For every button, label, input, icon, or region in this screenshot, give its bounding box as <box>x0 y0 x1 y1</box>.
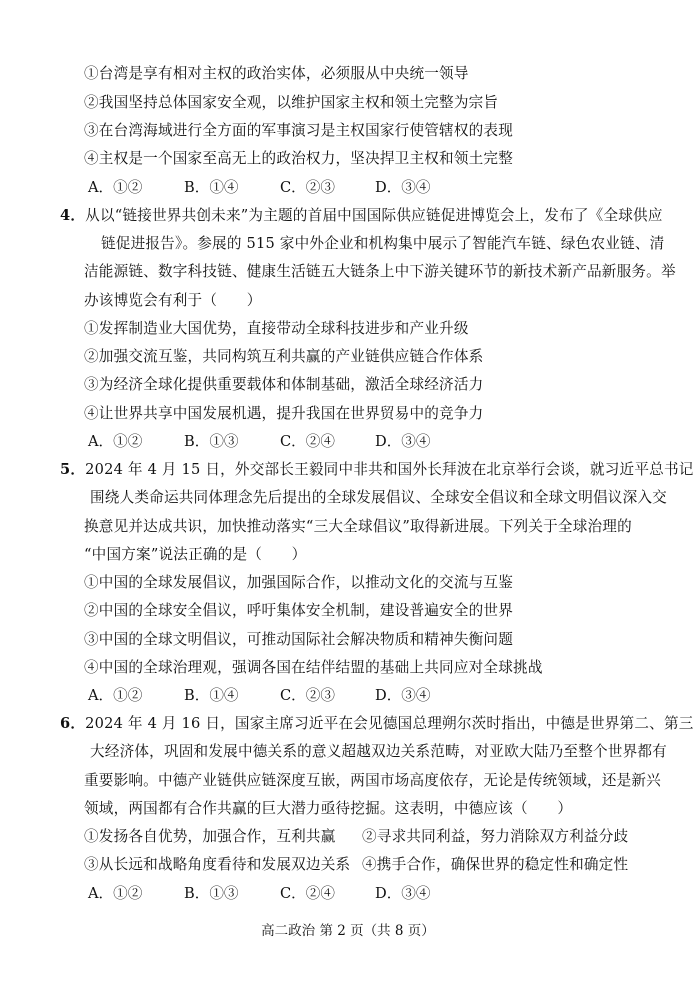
q5-answer-c: C．②③ <box>280 687 335 704</box>
q6-number: 6． <box>60 715 86 732</box>
q5-option-3: ③中国的全球文明倡议，可推动国际社会解决物质和精神失衡问题 <box>84 631 514 648</box>
q4-option-3: ③为经济全球化提供重要载体和体制基础，激活全球经济活力 <box>84 376 484 393</box>
q6-answer-d: D．③④ <box>375 885 431 902</box>
q3-answer-c: C．②③ <box>280 179 335 196</box>
q5-stem-line-1: 2024 年 4 月 15 日，外交部长王毅同中非共和国外长拜波在北京举行会谈，就习近平总书记 <box>85 461 694 478</box>
q3-option-1: ①台湾是享有相对主权的政治实体，必须服从中央统一领导 <box>84 65 469 82</box>
q3-option-2: ②我国坚持总体国家安全观，以维护国家主权和领土完整为宗旨 <box>84 94 499 111</box>
q5-answer-b: B．①④ <box>184 687 239 704</box>
q6-option-4: ④携手合作，确保世界的稳定性和确定性 <box>362 856 629 873</box>
q6-answer-a: A．①② <box>88 885 143 902</box>
q6-answer-b: B．①③ <box>184 885 239 902</box>
q4-option-1: ①发挥制造业大国优势，直接带动全球科技进步和产业升级 <box>84 320 469 337</box>
q5-stem-line-2: 围绕人类命运共同体理念先后提出的全球发展倡议、全球安全倡议和全球文明倡议深入交 <box>90 489 667 506</box>
q4-option-2: ②加强交流互鉴，共同构筑互利共赢的产业链供应链合作体系 <box>84 348 484 365</box>
q4-answer-a: A．①② <box>88 433 143 450</box>
q4-number: 4． <box>60 207 86 224</box>
q6-stem-line-4: 领域，两国都有合作共赢的巨大潜力亟待挖掘。这表明，中德应该（ ） <box>84 800 573 817</box>
q6-option-3: ③从长远和战略角度看待和发展双边关系 <box>84 856 351 873</box>
q4-answer-c: C．②④ <box>280 433 335 450</box>
q5-option-1: ①中国的全球发展倡议，加强国际合作，以推动文化的交流与互鉴 <box>84 574 514 591</box>
q5-number: 5． <box>60 461 86 478</box>
q6-stem-line-1: 2024 年 4 月 16 日，国家主席习近平在会见德国总理朔尔茨时指出，中德是世界第二、第三 <box>85 715 694 732</box>
q4-answer-b: B．①③ <box>184 433 239 450</box>
q6-answer-c: C．②④ <box>280 885 335 902</box>
q4-stem-line-1: 从以“链接世界共创未来”为主题的首届中国国际供应链促进博览会上，发布了《全球供应 <box>85 207 663 224</box>
q3-answer-b: B．①④ <box>184 179 239 196</box>
page-footer: 高二政治 第 2 页（共 8 页） <box>261 923 435 939</box>
q4-stem-line-4: 办该博览会有利于（ ） <box>84 292 262 309</box>
q5-answer-a: A．①② <box>88 687 143 704</box>
q5-answer-d: D．③④ <box>375 687 431 704</box>
q3-option-4: ④主权是一个国家至高无上的政治权力，坚决捍卫主权和领土完整 <box>84 150 514 167</box>
q6-option-1: ①发扬各自优势，加强合作，互利共赢 <box>84 828 336 845</box>
q5-option-2: ②中国的全球安全倡议，呼吁集体安全机制，建设普遍安全的世界 <box>84 602 514 619</box>
q4-stem-line-2: 链促进报告》。参展的 515 家中外企业和机构集中展示了智能汽车链、绿色农业链、清 <box>101 235 665 252</box>
q5-stem-line-3: 换意见并达成共识，加快推动落实“三大全球倡议”取得新进展。下列关于全球治理的 <box>84 518 632 535</box>
q5-option-4: ④中国的全球治理观，强调各国在结伴结盟的基础上共同应对全球挑战 <box>84 659 543 676</box>
q3-answer-a: A．①② <box>88 179 143 196</box>
q6-option-2: ②寻求共同利益，努力消除双方利益分歧 <box>362 828 629 845</box>
q4-stem-line-3: 洁能源链、数字科技链、健康生活链五大链条上中下游关键环节的新技术新产品新服务。举 <box>84 263 676 280</box>
q4-answer-d: D．③④ <box>375 433 431 450</box>
q6-stem-line-2: 大经济体，巩固和发展中德关系的意义超越双边关系范畴，对亚欧大陆乃至整个世界都有 <box>90 743 667 760</box>
q3-answer-d: D．③④ <box>375 179 431 196</box>
q4-option-4: ④让世界共享中国发展机遇，提升我国在世界贸易中的竞争力 <box>84 405 484 422</box>
q6-stem-line-3: 重要影响。中德产业链供应链深度互嵌，两国市场高度依存，无论是传统领域，还是新兴 <box>84 772 661 789</box>
q3-option-3: ③在台湾海域进行全方面的军事演习是主权国家行使管辖权的表现 <box>84 122 514 139</box>
q5-stem-line-4: “中国方案”说法正确的是（ ） <box>84 546 307 563</box>
